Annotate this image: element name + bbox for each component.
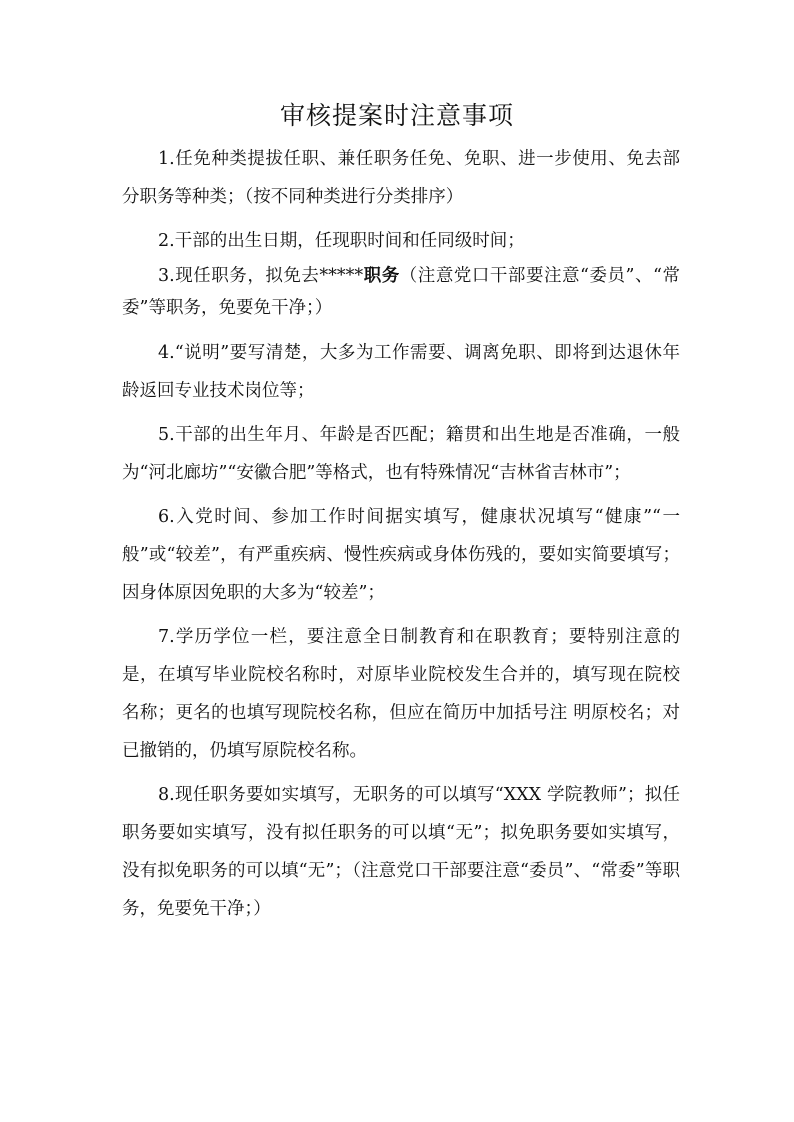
document-title: 审核提案时注意事项: [279, 101, 514, 130]
item-2: 2.干部的出生日期，任现职时间和任同级时间；: [158, 231, 525, 251]
item-8: 8.现任职务要如实填写，无职务的可以填写“XXX 学院教师”；拟任职务要如实填写，没有拟任职务的可以填“无”；拟免职务要如实填写，没有拟免职务的可以填“无”；（注意党口干部要注意“委员”、“常委”等职务，免要免干净；）: [122, 785, 680, 919]
document-body: [122, 140, 680, 934]
item-3-text: 3.现任职务，拟免去*****: [158, 266, 364, 286]
item-1: 1.任免种类提拔任职、兼任职务任免、免职、进一步使用、免去部分职务等种类；（按不同种类进行分类排序）: [122, 149, 680, 207]
item-6: 6.入党时间、参加工作时间据实填写，健康状况填写“健康”“一般”或“较差”，有严重疾病、慢性疾病或身体伤残的，要如实简要填写；因身体原因免职的大多为“较差”；: [122, 507, 680, 603]
item-3-note: （注意党口干部要注意“委员”、“常委”等职务，免要免干净；）: [122, 266, 681, 318]
item-3-bold-text: 职务: [363, 266, 400, 286]
item-5: 5.干部的出生年月、年龄是否匹配；籍贯和出生地是否准确，一般为“河北廊坊”“安徽合肥”等格式，也有特殊情况“吉林省吉林市”；: [122, 425, 680, 483]
item-3: [122, 260, 680, 324]
item-4: 4.“说明”要写清楚，大多为工作需要、调离免职、即将到达退休年龄返回专业技术岗位等；: [122, 343, 680, 401]
item-7: 7.学历学位一栏，要注意全日制教育和在职教育；要特别注意的是，在填写毕业院校名称时，对原毕业院校发生合并的，填写现在院校名称；更名的也填写现院校名称，但应在简历中加括号注 明原校名；对已撤销的，仍填写原院校名称。: [122, 627, 680, 761]
